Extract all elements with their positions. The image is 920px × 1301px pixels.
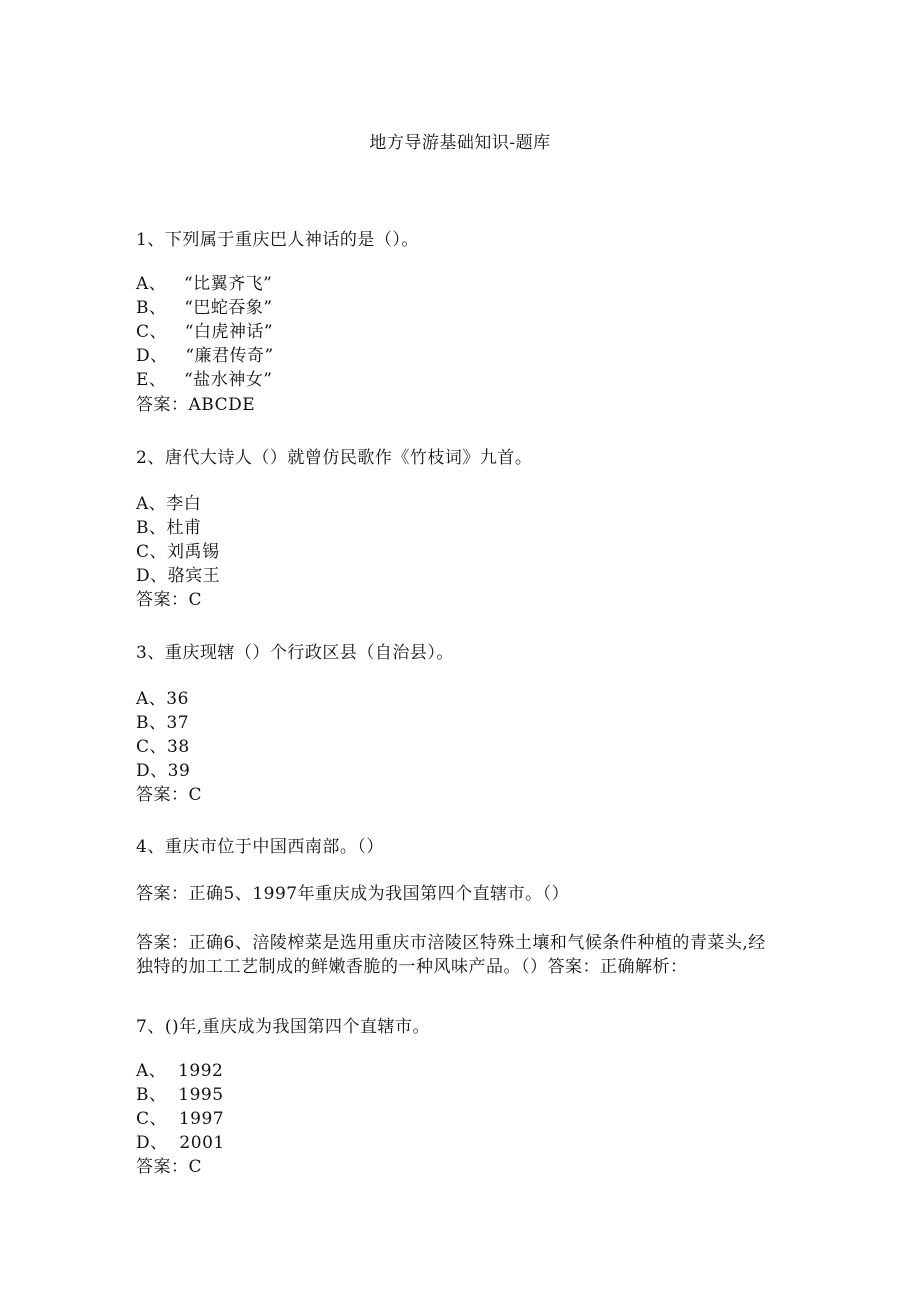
option-c: C、刘禹锡 xyxy=(136,542,220,562)
option-d: D、 2001 xyxy=(136,1133,225,1153)
option-b: B、 “巴蛇吞象” xyxy=(136,298,273,318)
option-e: E、 “盐水神女” xyxy=(136,370,273,390)
option-d: D、骆宾王 xyxy=(136,566,221,586)
option-a: A、36 xyxy=(136,689,189,709)
question-text: 3、重庆现辖（）个行政区县（自治县）。 xyxy=(136,643,454,663)
option-d: D、39 xyxy=(136,761,191,781)
option-b: B、 1995 xyxy=(136,1085,224,1105)
option-c: C、 1997 xyxy=(136,1109,225,1129)
option-a: A、 1992 xyxy=(136,1061,224,1081)
option-b: B、杜甫 xyxy=(136,518,202,538)
answer-and-question-5: 答案：正确5、1997年重庆成为我国第四个直辖市。（） xyxy=(136,884,570,904)
question-text: 2、唐代大诗人（）就曾仿民歌作《竹枝词》九首。 xyxy=(136,448,533,468)
answer: 答案：C xyxy=(136,1157,203,1177)
document-title: 地方导游基础知识-题库 xyxy=(369,133,551,153)
question-text: 7、()年,重庆成为我国第四个直辖市。 xyxy=(136,1017,430,1037)
option-d: D、 “廉君传奇” xyxy=(136,346,274,366)
option-c: C、 “白虎神话” xyxy=(136,322,274,342)
question-text: 4、重庆市位于中国西南部。（） xyxy=(136,837,384,857)
option-a: A、 “比翼齐飞” xyxy=(136,274,273,294)
option-c: C、38 xyxy=(136,737,190,757)
option-a: A、李白 xyxy=(136,494,202,514)
answer: 答案：ABCDE xyxy=(136,395,256,415)
option-b: B、37 xyxy=(136,713,190,733)
answer: 答案：C xyxy=(136,785,203,805)
answer-and-question-6: 答案：正确6、涪陵榨菜是选用重庆市涪陵区特殊土壤和气候条件种植的青菜头,经独特的加工工艺制成的鲜嫩香脆的一种风味产品。（）答案：正确解析： xyxy=(136,933,766,977)
answer: 答案：C xyxy=(136,590,203,610)
question-text: 1、下列属于重庆巴人神话的是（）。 xyxy=(136,230,419,250)
